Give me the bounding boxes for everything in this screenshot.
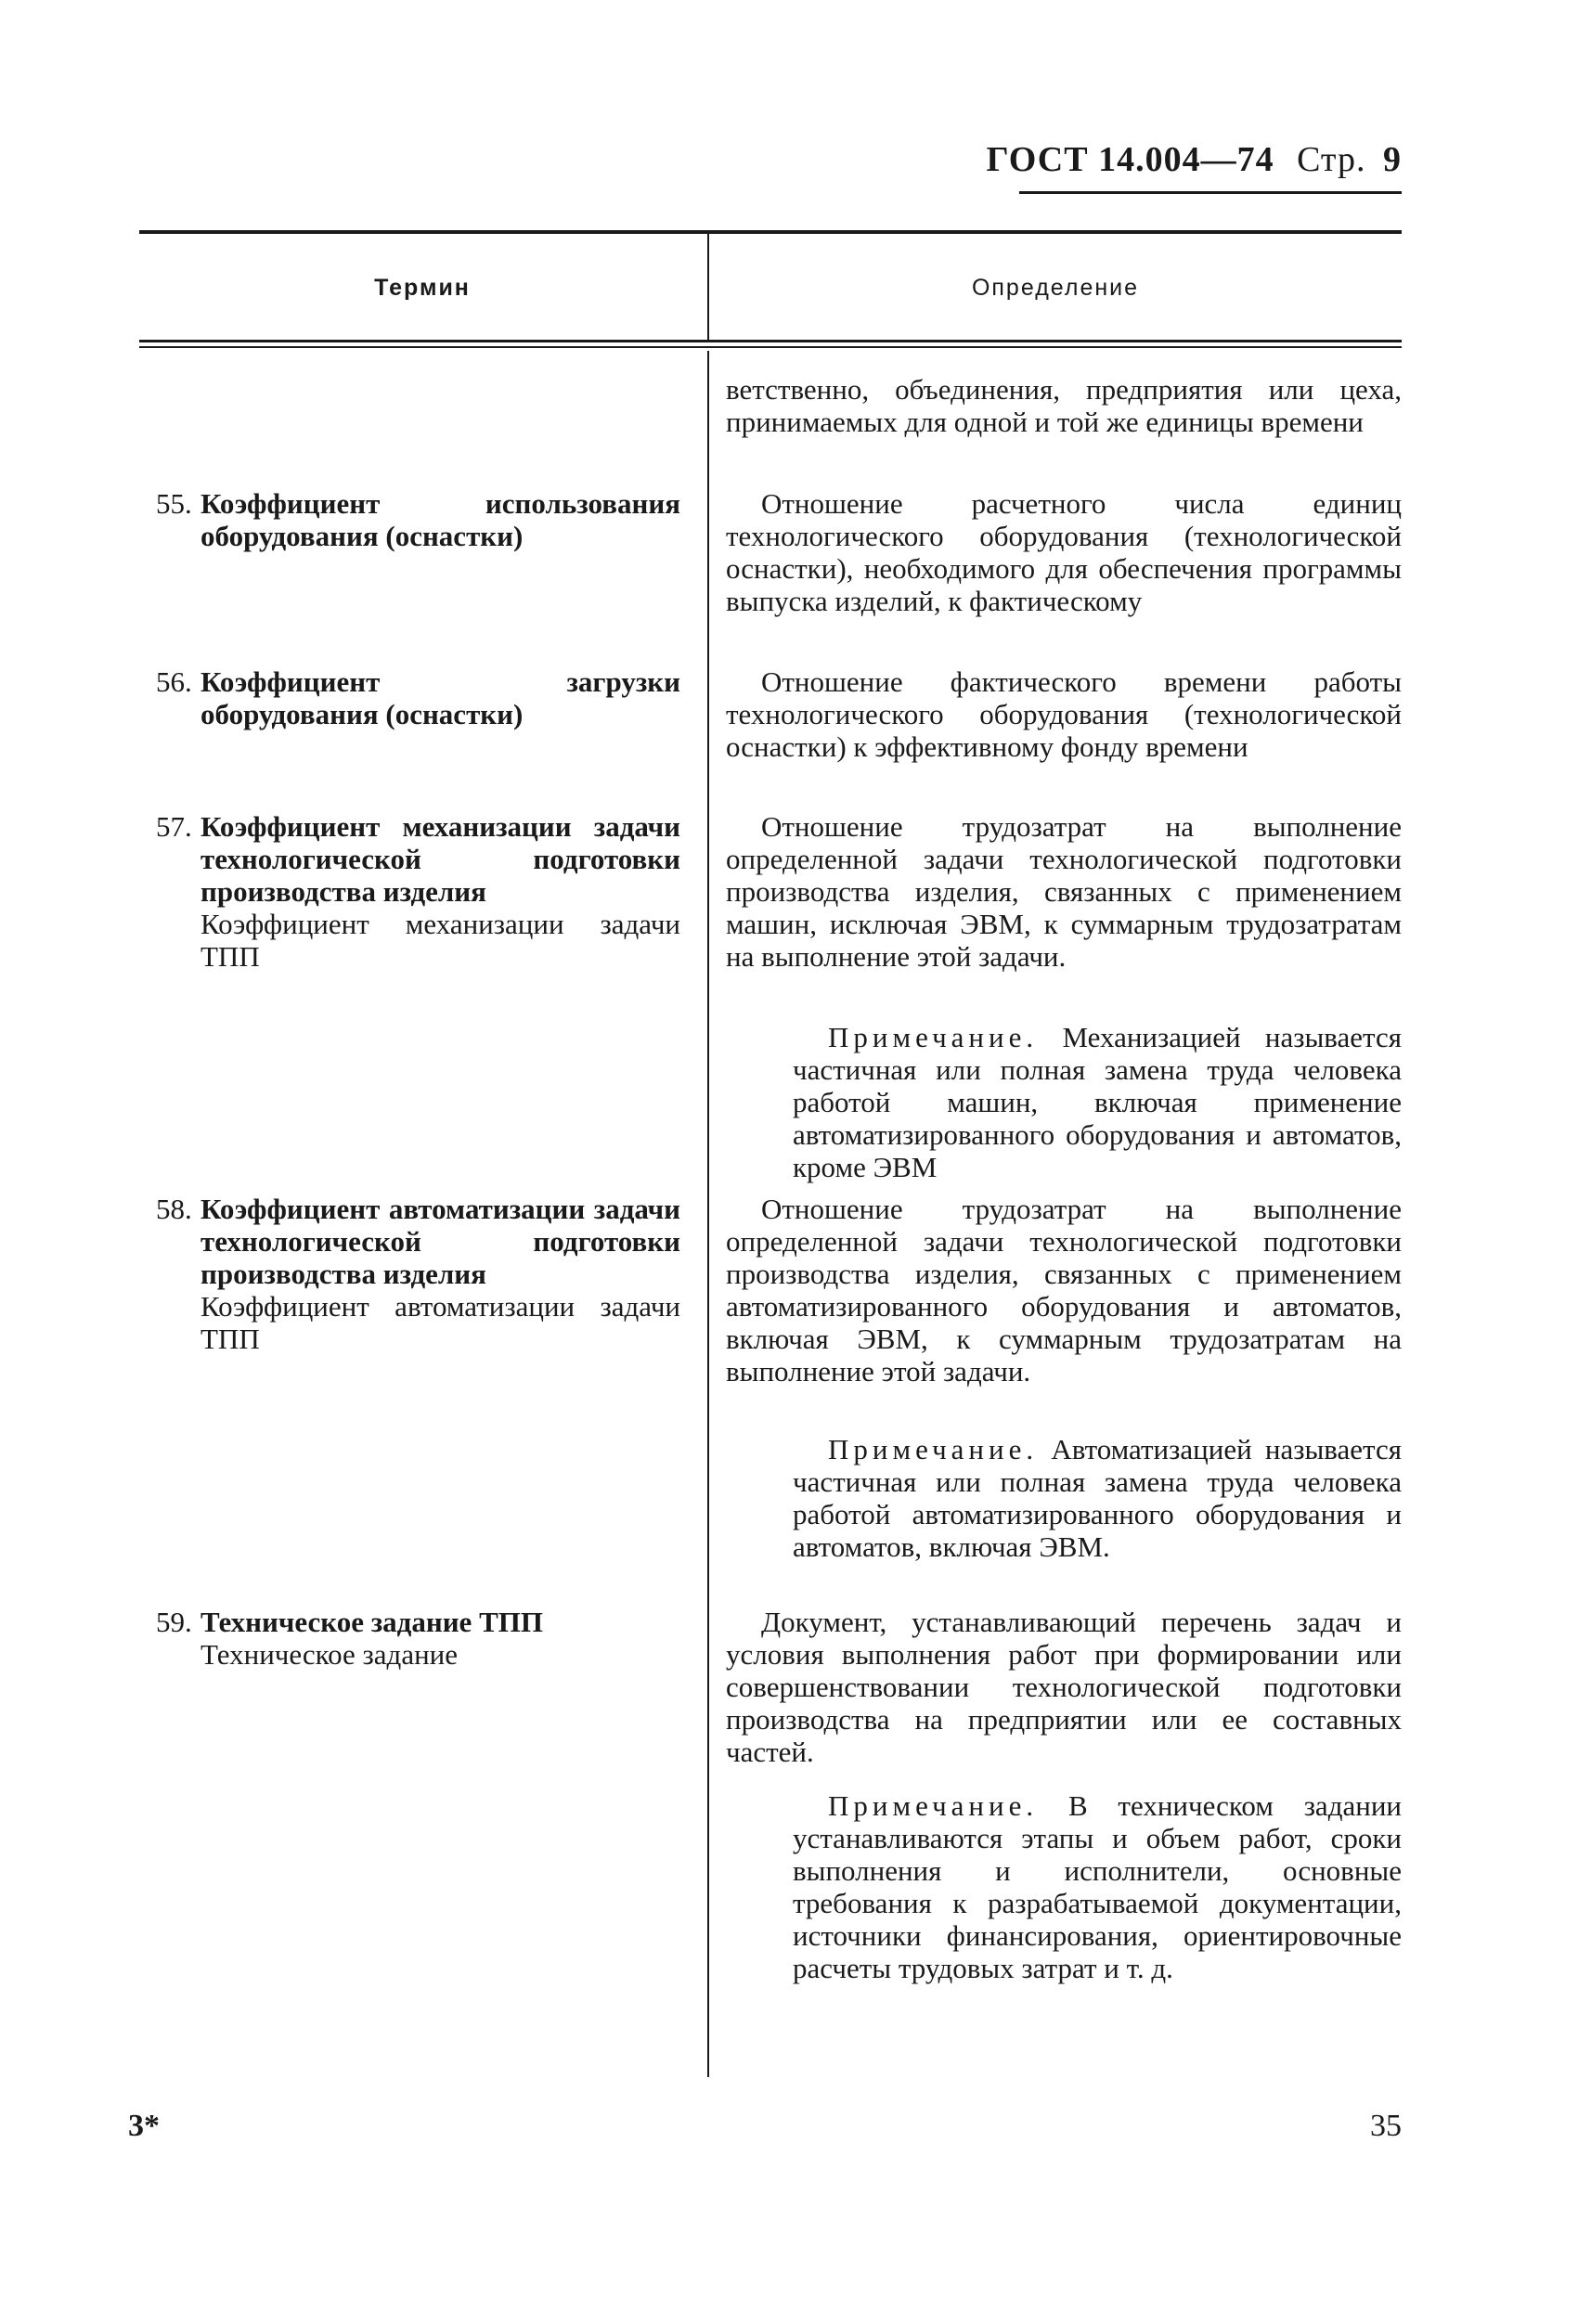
term-entry-59 <box>156 1606 680 1671</box>
table-top-rule <box>139 230 1402 234</box>
page-number: 9 <box>1383 140 1402 179</box>
definition-57: Отношение трудозатрат на выполнение определенной задачи технологической подготовки производства изделия, связанных с применением машин, исключая ЭВМ, к суммарным трудозатратам на выполнение этой задачи. <box>726 810 1402 973</box>
signature-mark: 3* <box>128 2109 160 2143</box>
note-text: Механизацией называется частичная или полная замена труда человека работой машин, включая применение автоматизированного оборудования и автоматов, кроме ЭВМ <box>793 1021 1402 1183</box>
term-entry-55 <box>156 487 680 552</box>
definition-58: Отношение трудозатрат на выполнение определенной задачи технологической подготовки производства изделия, связанных с применением автоматизированного оборудования и автоматов, включая ЭВМ, к суммарным трудозатратам на выполнение этой задачи. <box>726 1193 1402 1388</box>
note-label: Примечание. <box>828 1433 1039 1465</box>
term-number: 58. <box>156 1193 192 1225</box>
column-header-term: Термин <box>374 275 471 301</box>
term-short-form: Коэффициент механизации задачи ТПП <box>200 908 680 973</box>
term-title: Коэффициент механизации задачи технологической подготовки производства изделия <box>200 810 680 908</box>
term-short-form: Коэффициент автоматизации задачи ТПП <box>200 1290 680 1355</box>
term-number: 55. <box>156 487 192 520</box>
gost-number: ГОСТ 14.004—74 <box>986 140 1274 179</box>
definition-59: Документ, устанавливающий перечень задач и условия выполнения работ при формировании или совершенствовании технологической подготовки производства на предприятии или ее составных частей. <box>726 1606 1402 1768</box>
header-underline <box>1019 191 1402 194</box>
note-59 <box>793 1789 1402 1984</box>
term-title: Техническое задание ТПП <box>200 1606 543 1638</box>
body-column-divider <box>707 351 709 2077</box>
term-number: 56. <box>156 665 192 698</box>
note-text: В техническом задании устанавливаются этапы и объем работ, сроки выполнения и исполнители, основные требования к разрабатываемой документации, источники финансирования, ориентировочные расчеты трудовых затрат и т. д. <box>793 1789 1402 1984</box>
header-bottom-rule <box>139 340 1402 342</box>
header-bottom-rule-second <box>139 346 1402 348</box>
note-label: Примечание. <box>828 1021 1039 1053</box>
term-title: Коэффициент использования оборудования (оснастки) <box>200 487 680 552</box>
note-57 <box>793 1021 1402 1183</box>
term-number: 59. <box>156 1606 192 1638</box>
note-58 <box>793 1433 1402 1563</box>
definition-55: Отношение расчетного числа единиц технологического оборудования (технологической оснастки), необходимого для обеспечения программы выпуска изделий, к фактическому <box>726 487 1402 617</box>
term-short-form: Техническое задание <box>200 1638 459 1671</box>
definition-continuation: ветственно, объединения, предприятия или цеха, принимаемых для одной и той же единицы времени <box>726 373 1402 438</box>
folio-number: 35 <box>1370 2109 1402 2143</box>
page-label: Стр. <box>1297 140 1366 179</box>
term-entry-58 <box>156 1193 680 1355</box>
note-text: Автоматизацией называется частичная или полная замена труда человека работой автоматизированного оборудования и автоматов, включая ЭВМ. <box>793 1433 1403 1563</box>
term-number: 57. <box>156 810 192 843</box>
term-entry-56 <box>156 665 680 730</box>
term-title: Коэффициент загрузки оборудования (оснастки) <box>200 665 680 730</box>
definition-56: Отношение фактического времени работы технологического оборудования (технологической оснастки) к эффективному фонду времени <box>726 665 1402 763</box>
term-entry-57 <box>156 810 680 973</box>
page-header <box>987 139 1402 180</box>
term-title: Коэффициент автоматизации задачи технологической подготовки производства изделия <box>200 1193 680 1290</box>
column-header-definition: Определение <box>971 275 1140 301</box>
note-label: Примечание. <box>828 1789 1039 1822</box>
